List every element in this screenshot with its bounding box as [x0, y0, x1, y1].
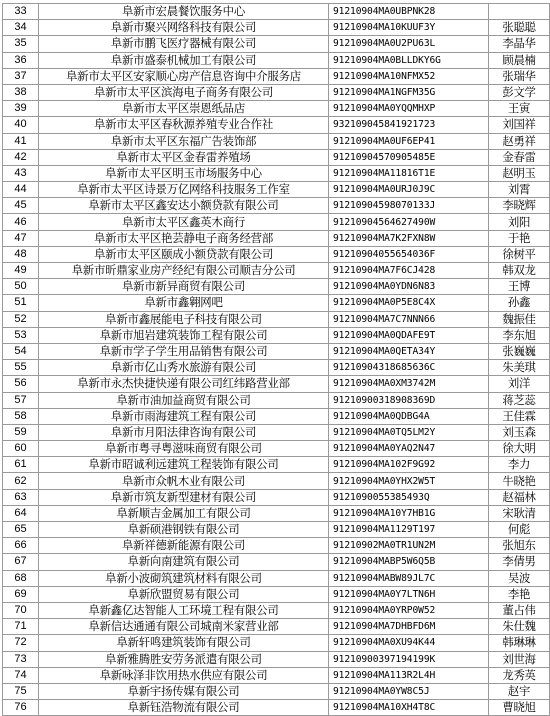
credit-code-cell[interactable]: 91210904MABW89JL7C [329, 570, 489, 586]
credit-code-cell[interactable]: 91210904MA0YQQMHXP [329, 101, 489, 117]
company-name-cell[interactable]: 阜新向南建筑有限公司 [39, 554, 329, 570]
table-row [3, 376, 550, 392]
company-name-cell[interactable]: 阜新鑫亿达智能人工环境工程有限公司 [39, 602, 329, 618]
row-number-cell[interactable]: 74 [3, 667, 39, 683]
table-row [3, 667, 550, 683]
legal-representative-cell[interactable]: 刘霄 [489, 182, 550, 198]
credit-code-cell[interactable]: 91210904MA7K2FXN8W [329, 230, 489, 246]
company-name-cell[interactable]: 阜新宇扬传媒有限公司 [39, 683, 329, 699]
credit-code-cell[interactable]: 91210904MA7F6CJ428 [329, 263, 489, 279]
credit-code-cell[interactable]: 91210904MA10KUUF3Y [329, 20, 489, 36]
table-row [3, 84, 550, 100]
row-number-cell[interactable]: 56 [3, 376, 39, 392]
credit-code-cell[interactable]: 91210904MA0QETA34Y [329, 343, 489, 359]
credit-code-cell[interactable]: 91210904MA0QDBG4A [329, 408, 489, 424]
company-name-cell[interactable]: 阜新市昕鼎家业房产经纪有限公司顺吉分公司 [39, 263, 329, 279]
table-row [3, 20, 550, 36]
row-number-cell[interactable]: 41 [3, 133, 39, 149]
credit-code-cell[interactable]: 91210900397194199K [329, 651, 489, 667]
legal-representative-cell[interactable] [489, 4, 550, 20]
table-row [3, 489, 550, 505]
credit-code-cell[interactable]: 91210904MA10NFMX52 [329, 68, 489, 84]
company-name-cell[interactable]: 阜新雅腾胜安劳务派遣有限公司 [39, 651, 329, 667]
table-row [3, 602, 550, 618]
table-row [3, 165, 550, 181]
legal-representative-cell[interactable]: 顾晨楠 [489, 52, 550, 68]
legal-representative-cell[interactable]: 张聪聪 [489, 20, 550, 36]
company-name-cell[interactable]: 阜新信达通通有限公司城南米家营业部 [39, 619, 329, 635]
company-name-cell[interactable]: 阜新市旭岩建筑装饰工程有限公司 [39, 327, 329, 343]
table-row [3, 392, 550, 408]
legal-representative-cell[interactable]: 赵宇 [489, 683, 550, 699]
legal-representative-cell[interactable]: 刘玉森 [489, 424, 550, 440]
credit-code-cell[interactable]: 91210904MA10Y7HB1G [329, 505, 489, 521]
company-name-cell[interactable]: 阜新祥德新能源有限公司 [39, 538, 329, 554]
legal-representative-cell[interactable]: 朱仕魏 [489, 619, 550, 635]
company-name-cell[interactable]: 阜新钰浩物流有限公司 [39, 700, 329, 716]
legal-representative-cell[interactable]: 李晶华 [489, 36, 550, 52]
row-number-cell[interactable]: 61 [3, 457, 39, 473]
legal-representative-cell[interactable]: 彭文学 [489, 84, 550, 100]
table-row [3, 149, 550, 165]
legal-representative-cell[interactable]: 李晓辉 [489, 198, 550, 214]
company-name-cell[interactable]: 阜新市太平区金春雷养殖场 [39, 149, 329, 165]
row-number-cell[interactable]: 62 [3, 473, 39, 489]
legal-representative-cell[interactable]: 赵福林 [489, 489, 550, 505]
credit-code-cell[interactable]: 91210904MA0YAQ2N47 [329, 441, 489, 457]
company-name-cell[interactable]: 阜新市宏晨餐饮服务中心 [39, 4, 329, 20]
table-row [3, 505, 550, 521]
credit-code-cell[interactable]: 91210904318685636C [329, 360, 489, 376]
credit-code-cell[interactable]: 91210904MA0YHX2W5T [329, 473, 489, 489]
company-name-cell[interactable]: 阜新市太平区明玉市场服务中心 [39, 165, 329, 181]
row-number-cell[interactable]: 49 [3, 263, 39, 279]
row-number-cell[interactable]: 38 [3, 84, 39, 100]
table-row [3, 538, 550, 554]
legal-representative-cell[interactable]: 张旭东 [489, 538, 550, 554]
table-row [3, 4, 550, 20]
table-row [3, 651, 550, 667]
legal-representative-cell[interactable]: 徐大明 [489, 441, 550, 457]
legal-representative-cell[interactable]: 刘世海 [489, 651, 550, 667]
row-number-cell[interactable]: 70 [3, 602, 39, 618]
company-name-cell[interactable]: 阜新欣盟贸易有限公司 [39, 586, 329, 602]
legal-representative-cell[interactable]: 何彪 [489, 522, 550, 538]
row-number-cell[interactable]: 68 [3, 570, 39, 586]
company-name-cell[interactable]: 阜新市新异商贸有限公司 [39, 279, 329, 295]
credit-code-cell[interactable]: 91210904564627490W [329, 214, 489, 230]
row-number-cell[interactable]: 63 [3, 489, 39, 505]
company-name-cell[interactable]: 阜新市油加益商贸有限公司 [39, 392, 329, 408]
table-row [3, 554, 550, 570]
credit-code-cell[interactable]: 91210904MA0BLLDKY6G [329, 52, 489, 68]
table-row [3, 295, 550, 311]
legal-representative-cell[interactable]: 孙鑫 [489, 295, 550, 311]
legal-representative-cell[interactable]: 王佳霖 [489, 408, 550, 424]
row-number-cell[interactable]: 44 [3, 182, 39, 198]
legal-representative-cell[interactable]: 蒋芝蕊 [489, 392, 550, 408]
table-row [3, 586, 550, 602]
table-row [3, 311, 550, 327]
company-name-cell[interactable]: 阜新市鑫翱网吧 [39, 295, 329, 311]
row-number-cell[interactable]: 69 [3, 586, 39, 602]
company-name-cell[interactable]: 阜新市鑫展能电子科技有限公司 [39, 311, 329, 327]
credit-code-cell[interactable]: 91210904MA0XM3742M [329, 376, 489, 392]
company-name-cell[interactable]: 阜新市雨海建筑工程有限公司 [39, 408, 329, 424]
company-name-cell[interactable]: 阜新市太平区春秋源养殖专业合作社 [39, 117, 329, 133]
row-number-cell[interactable]: 43 [3, 165, 39, 181]
company-name-cell[interactable]: 阜新市筑友新型建材有限公司 [39, 489, 329, 505]
legal-representative-cell[interactable]: 金春雷 [489, 149, 550, 165]
credit-code-cell[interactable]: 91210904MA0XU94K44 [329, 635, 489, 651]
company-name-cell[interactable]: 阜新顺吉金属加工有限公司 [39, 505, 329, 521]
company-name-cell[interactable]: 阜新市众帆木业有限公司 [39, 473, 329, 489]
credit-code-cell[interactable]: 9121090055385493Q [329, 489, 489, 505]
table-row [3, 424, 550, 440]
row-number-cell[interactable]: 67 [3, 554, 39, 570]
row-number-cell[interactable]: 42 [3, 149, 39, 165]
credit-code-cell[interactable]: 91210904055654036F [329, 246, 489, 262]
legal-representative-cell[interactable]: 于艳 [489, 230, 550, 246]
table-row [3, 700, 550, 716]
table-row [3, 360, 550, 376]
row-number-cell[interactable]: 36 [3, 52, 39, 68]
credit-code-cell[interactable]: 91210900318908369D [329, 392, 489, 408]
credit-code-cell[interactable]: 91210904MA0Y7LTN6H [329, 586, 489, 602]
row-number-cell[interactable]: 51 [3, 295, 39, 311]
table-row [3, 117, 550, 133]
table-row [3, 408, 550, 424]
table-row [3, 198, 550, 214]
company-table [2, 3, 550, 716]
company-name-cell[interactable]: 阜新市太平区滨海电子商务有限公司 [39, 84, 329, 100]
table-row [3, 635, 550, 651]
legal-representative-cell[interactable]: 赵勇祥 [489, 133, 550, 149]
table-row [3, 473, 550, 489]
row-number-cell[interactable]: 72 [3, 635, 39, 651]
row-number-cell[interactable]: 58 [3, 408, 39, 424]
table-row [3, 570, 550, 586]
table-row [3, 263, 550, 279]
company-name-cell[interactable]: 阜新小波砌筑建筑材料有限公司 [39, 570, 329, 586]
table-row [3, 441, 550, 457]
credit-code-cell[interactable]: 93210904584192172З [329, 117, 489, 133]
row-number-cell[interactable]: 33 [3, 4, 39, 20]
legal-representative-cell[interactable]: 朱美琪 [489, 360, 550, 376]
row-number-cell[interactable]: 59 [3, 424, 39, 440]
company-name-cell[interactable]: 阜新市昭诚利远建筑工程装饰有限公司 [39, 457, 329, 473]
table-body [3, 4, 550, 716]
table-row [3, 101, 550, 117]
table-row [3, 230, 550, 246]
row-number-cell[interactable]: 48 [3, 246, 39, 262]
company-name-cell[interactable]: 阜新市太平区艳芸静电子商务经营部 [39, 230, 329, 246]
credit-code-cell[interactable]: 91210904570905485E [329, 149, 489, 165]
legal-representative-cell[interactable]: 魏振佳 [489, 311, 550, 327]
table-row [3, 246, 550, 262]
credit-code-cell[interactable]: 91210904MABP5W6Q5B [329, 554, 489, 570]
row-number-cell[interactable]: 40 [3, 117, 39, 133]
table-row [3, 214, 550, 230]
row-number-cell[interactable]: 71 [3, 619, 39, 635]
row-number-cell[interactable]: 54 [3, 343, 39, 359]
credit-code-cell[interactable]: 91210904MA1NGFM35G [329, 84, 489, 100]
table-row [3, 133, 550, 149]
credit-code-cell[interactable]: 91210904598070133J [329, 198, 489, 214]
legal-representative-cell[interactable]: 李倩男 [489, 554, 550, 570]
legal-representative-cell[interactable]: 曹晓旭 [489, 700, 550, 716]
legal-representative-cell[interactable]: 王博 [489, 279, 550, 295]
credit-code-cell[interactable]: 91210904MA0P5E8C4X [329, 295, 489, 311]
credit-code-cell[interactable]: 91210904MA0URJ0J9C [329, 182, 489, 198]
company-name-cell[interactable]: 阜新市太平区东福广告装饰部 [39, 133, 329, 149]
row-number-cell[interactable]: 64 [3, 505, 39, 521]
table-row [3, 522, 550, 538]
company-name-cell[interactable]: 阜新市亿山秀水旅游有限公司 [39, 360, 329, 376]
company-name-cell[interactable]: 阜新市月阳法律咨询有限公司 [39, 424, 329, 440]
company-name-cell[interactable]: 阜新市学子学生用品销售有限公司 [39, 343, 329, 359]
row-number-cell[interactable]: 75 [3, 683, 39, 699]
legal-representative-cell[interactable]: 李东旭 [489, 327, 550, 343]
company-name-cell[interactable]: 阜新市永杰快捷快递有限公司红纬路营业部 [39, 376, 329, 392]
company-name-cell[interactable]: 阜新市太平区崇恩纸品店 [39, 101, 329, 117]
legal-representative-cell[interactable]: 刘国祥 [489, 117, 550, 133]
legal-representative-cell[interactable]: 韩双龙 [489, 263, 550, 279]
company-name-cell[interactable]: 阜新市太平区安家顺心房产信息咨询中介服务店 [39, 68, 329, 84]
credit-code-cell[interactable]: 91210904MA0YW8C5J [329, 683, 489, 699]
legal-representative-cell[interactable]: 赵明玉 [489, 165, 550, 181]
table-row [3, 182, 550, 198]
row-number-cell[interactable]: 52 [3, 311, 39, 327]
row-number-cell[interactable]: 46 [3, 214, 39, 230]
company-name-cell[interactable]: 阜新市聚兴网络科技有限公司 [39, 20, 329, 36]
company-name-cell[interactable]: 阜新市粤寻粤滋味商贸有限公司 [39, 441, 329, 457]
legal-representative-cell[interactable]: 牛晓艳 [489, 473, 550, 489]
company-name-cell[interactable]: 阜新硕港钢铁有限公司 [39, 522, 329, 538]
row-number-cell[interactable]: 53 [3, 327, 39, 343]
legal-representative-cell[interactable]: 李力 [489, 457, 550, 473]
legal-representative-cell[interactable]: 韩琳琳 [489, 635, 550, 651]
credit-code-cell[interactable]: 91210904MA0UF6EP41 [329, 133, 489, 149]
row-number-cell[interactable]: 66 [3, 538, 39, 554]
credit-code-cell[interactable]: 91210904MA0UBPNK28 [329, 4, 489, 20]
legal-representative-cell[interactable]: 王寅 [489, 101, 550, 117]
company-name-cell[interactable]: 阜新市太平区颐成小额贷款有限公司 [39, 246, 329, 262]
row-number-cell[interactable]: 76 [3, 700, 39, 716]
credit-code-cell[interactable]: 91210904MA0QDAFE9T [329, 327, 489, 343]
credit-code-cell[interactable]: 91210904MA102F9G92 [329, 457, 489, 473]
table-row [3, 457, 550, 473]
table-row [3, 52, 550, 68]
company-name-cell[interactable]: 阜新市太平区鑫安达小额贷款有限公司 [39, 198, 329, 214]
company-name-cell[interactable]: 阜新轩鸣建筑装饰有限公司 [39, 635, 329, 651]
row-number-cell[interactable]: 39 [3, 101, 39, 117]
legal-representative-cell[interactable]: 徐树平 [489, 246, 550, 262]
company-name-cell[interactable]: 阜新市鹏飞医疗器械有限公司 [39, 36, 329, 52]
row-number-cell[interactable]: 50 [3, 279, 39, 295]
legal-representative-cell[interactable]: 龙秀英 [489, 667, 550, 683]
row-number-cell[interactable]: 35 [3, 36, 39, 52]
row-number-cell[interactable]: 34 [3, 20, 39, 36]
legal-representative-cell[interactable]: 刘洋 [489, 376, 550, 392]
legal-representative-cell[interactable]: 吴波 [489, 570, 550, 586]
credit-code-cell[interactable]: 91210904MA11816T1E [329, 165, 489, 181]
row-number-cell[interactable]: 55 [3, 360, 39, 376]
credit-code-cell[interactable]: 91210904MA113R2L4H [329, 667, 489, 683]
table-row [3, 36, 550, 52]
row-number-cell[interactable]: 73 [3, 651, 39, 667]
credit-code-cell[interactable]: 91210904MA0YRP0W52 [329, 602, 489, 618]
credit-code-cell[interactable]: 91210902MA0TR1UN2M [329, 538, 489, 554]
row-number-cell[interactable]: 37 [3, 68, 39, 84]
credit-code-cell[interactable]: 91210904MA1129T197 [329, 522, 489, 538]
credit-code-cell[interactable]: 91210904MA0U2PU63L [329, 36, 489, 52]
row-number-cell[interactable]: 47 [3, 230, 39, 246]
table-row [3, 279, 550, 295]
credit-code-cell[interactable]: 91210904MA0YDN6N83 [329, 279, 489, 295]
credit-code-cell[interactable]: 91210904MA0TQ5LM2Y [329, 424, 489, 440]
table-row [3, 619, 550, 635]
table-row [3, 327, 550, 343]
row-number-cell[interactable]: 57 [3, 392, 39, 408]
table-row [3, 343, 550, 359]
company-name-cell[interactable]: 阜新市盛泰机械加工有限公司 [39, 52, 329, 68]
legal-representative-cell[interactable]: 张巍巍 [489, 343, 550, 359]
table-row [3, 68, 550, 84]
table-row [3, 683, 550, 699]
legal-representative-cell[interactable]: 李艳 [489, 586, 550, 602]
credit-code-cell[interactable]: 91210904MA10XH4T8C [329, 700, 489, 716]
legal-representative-cell[interactable]: 宋耿清 [489, 505, 550, 521]
credit-code-cell[interactable]: 91210904MA7C7NNN66 [329, 311, 489, 327]
company-name-cell[interactable]: 阜新市太平区诗景万亿网络科技服务工作室 [39, 182, 329, 198]
legal-representative-cell[interactable]: 张瑞华 [489, 68, 550, 84]
row-number-cell[interactable]: 65 [3, 522, 39, 538]
row-number-cell[interactable]: 60 [3, 441, 39, 457]
legal-representative-cell[interactable]: 董占伟 [489, 602, 550, 618]
credit-code-cell[interactable]: 91210904MA7DHBFD6M [329, 619, 489, 635]
company-name-cell[interactable]: 阜新咏泽非饮用热水供应有限公司 [39, 667, 329, 683]
row-number-cell[interactable]: 45 [3, 198, 39, 214]
legal-representative-cell[interactable]: 刘阳 [489, 214, 550, 230]
company-name-cell[interactable]: 阜新市太平区鑫英木商行 [39, 214, 329, 230]
